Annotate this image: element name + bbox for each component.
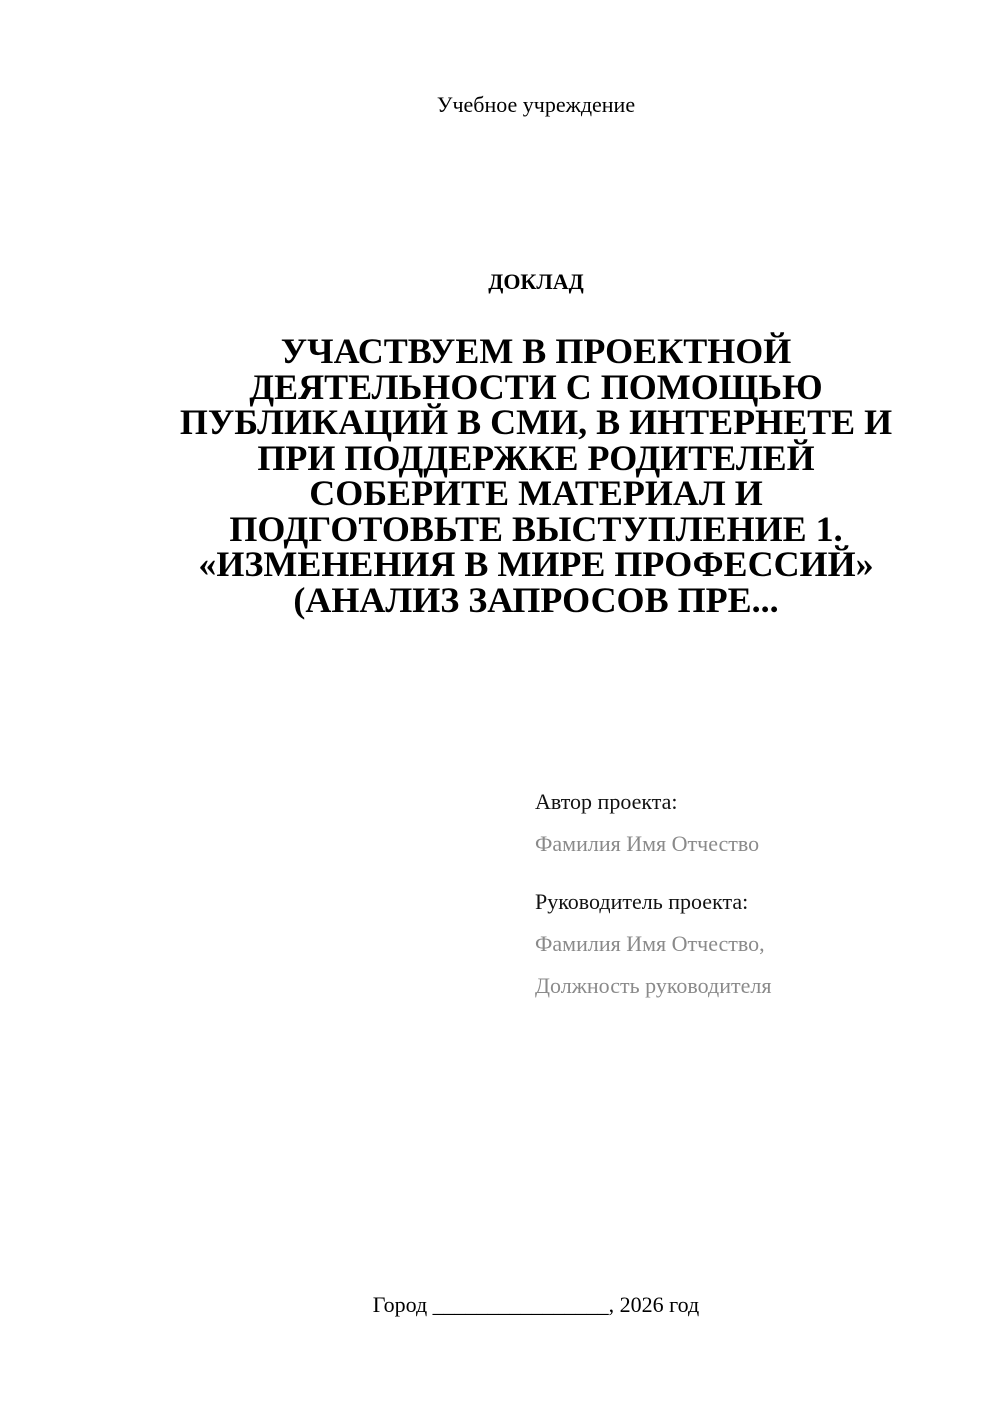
document-title	[150, 331, 922, 620]
title-line: ПРИ ПОДДЕРЖКЕ РОДИТЕЛЕЙ	[257, 437, 815, 478]
title-line: ПОДГОТОВЬТЕ ВЫСТУПЛЕНИЕ 1.	[229, 508, 843, 549]
city-year-footer: Город ________________, 2026 год	[372, 1292, 700, 1317]
supervisor-position: Должность руководителя	[535, 973, 772, 998]
title-line: ПУБЛИКАЦИЙ В СМИ, В ИНТЕРНЕТЕ И	[179, 402, 893, 442]
title-line: УЧАСТВУЕМ В ПРОЕКТНОЙ	[280, 331, 792, 371]
supervisor-name: Фамилия Имя Отчество,	[535, 931, 765, 956]
institution-name: Учебное учреждение	[436, 92, 636, 117]
supervisor-label: Руководитель проекта:	[535, 889, 749, 914]
author-label: Автор проекта:	[535, 789, 678, 814]
document-type: ДОКЛАД	[488, 269, 584, 294]
title-line: СОБЕРИТЕ МАТЕРИАЛ И	[309, 473, 763, 513]
author-name: Фамилия Имя Отчество	[535, 831, 760, 856]
title-line: ДЕЯТЕЛЬНОСТИ С ПОМОЩЬЮ	[249, 366, 823, 407]
title-line: (АНАЛИЗ ЗАПРОСОВ ПРЕ...	[293, 579, 779, 620]
title-line: «ИЗМЕНЕНИЯ В МИРЕ ПРОФЕССИЙ»	[198, 544, 874, 584]
credits-block	[535, 787, 975, 1001]
